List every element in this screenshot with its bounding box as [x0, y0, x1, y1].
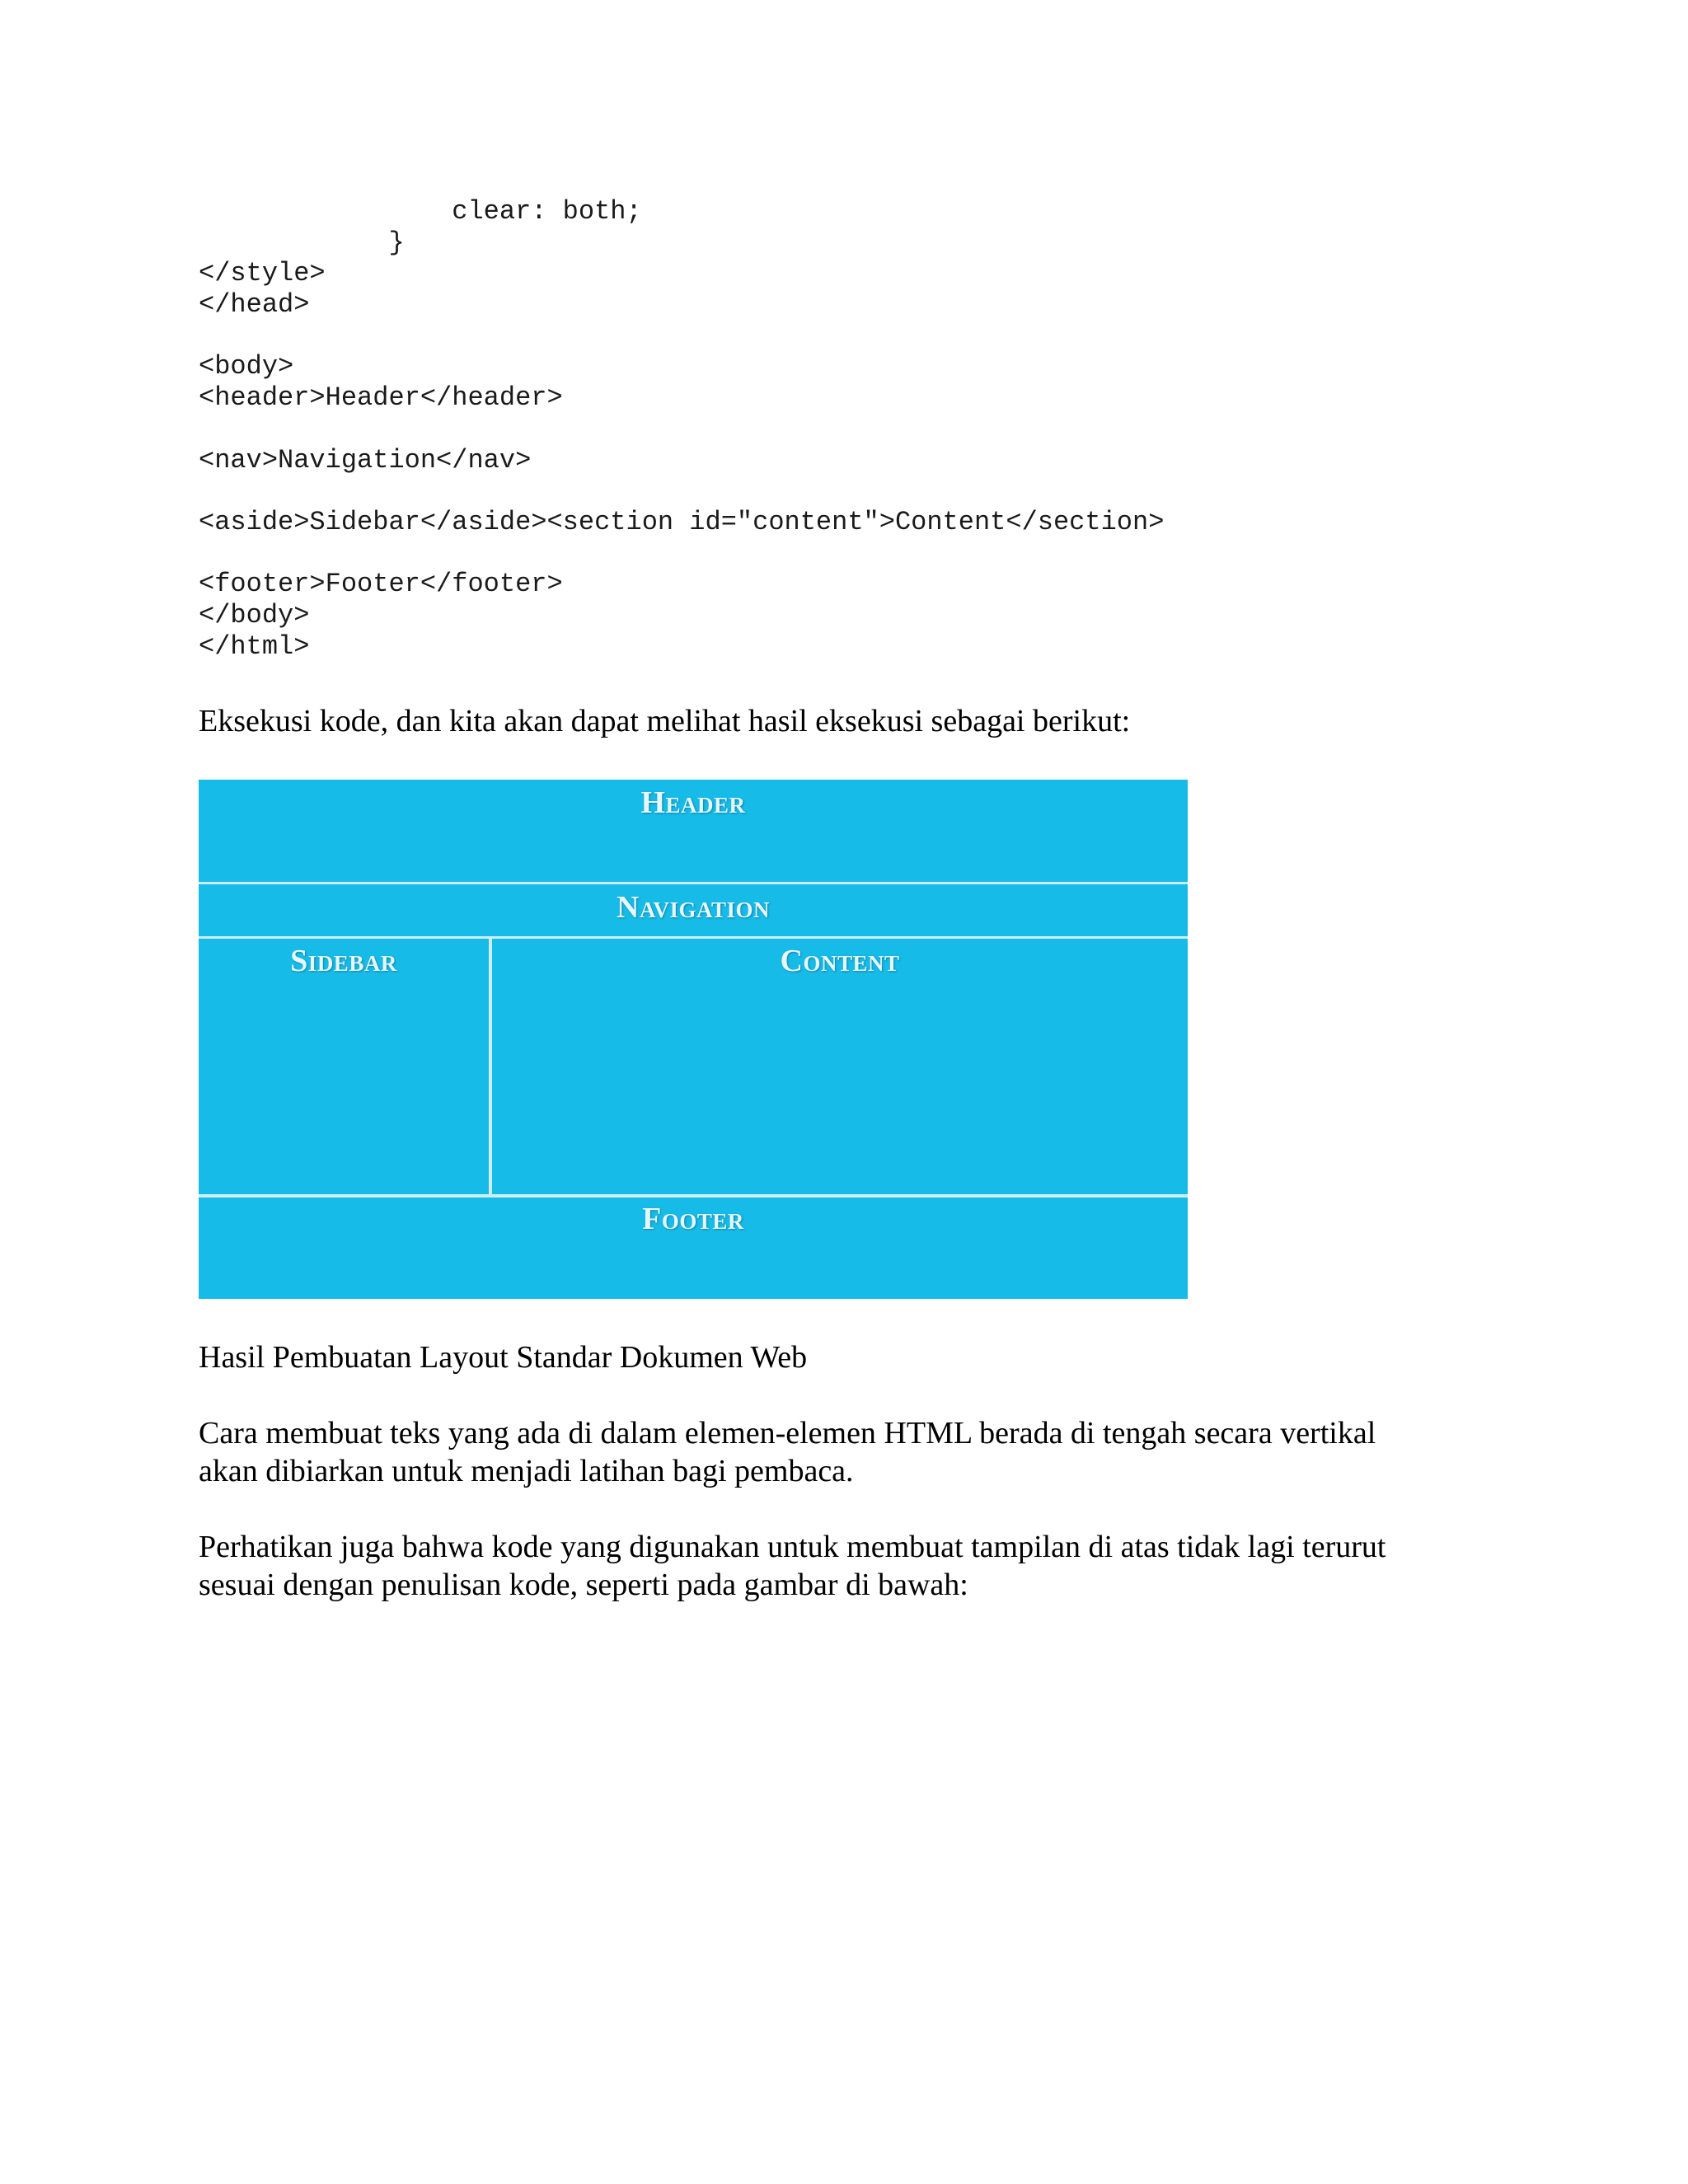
code-listing: [199, 196, 1164, 662]
code-line-blank: [199, 321, 1164, 352]
code-line: <body>: [199, 351, 294, 382]
demo-navigation-box: [199, 885, 1188, 936]
intro-paragraph: Eksekusi kode, dan kita akan dapat melihat hasil eksekusi sebagai berikut:: [199, 704, 1131, 738]
code-line: <aside>Sidebar</aside><section id="content">Content</section>: [199, 506, 1165, 537]
code-line: </style>: [199, 258, 326, 289]
code-line: clear: both;: [199, 196, 642, 227]
code-line-blank: [199, 414, 1164, 445]
code-line: </html>: [199, 630, 310, 662]
code-line: <footer>Footer</footer>: [199, 569, 563, 600]
paragraph-line: akan dibiarkan untuk menjadi latihan bagi pembaca.: [199, 1454, 854, 1488]
code-line-blank: [199, 476, 1164, 507]
paragraph-line: Perhatikan juga bahwa kode yang digunakan untuk membuat tampilan di atas tidak lagi terurut: [199, 1530, 1386, 1564]
paragraph-line: Cara membuat teks yang ada di dalam elemen-elemen HTML berada di tengah secara vertikal: [199, 1416, 1376, 1451]
demo-sidebar-box: [199, 939, 489, 1194]
code-line: </body>: [199, 599, 310, 630]
demo-content-box: [492, 939, 1188, 1194]
code-line: <header>Header</header>: [199, 382, 563, 414]
demo-footer-label: Footer: [642, 1202, 744, 1236]
code-line: <nav>Navigation</nav>: [199, 444, 532, 476]
demo-navigation-label: Navigation: [617, 890, 770, 925]
demo-footer-box: [199, 1197, 1188, 1299]
demo-header-label: Header: [640, 785, 746, 820]
code-line: }: [199, 227, 405, 258]
paragraph-line: sesuai dengan penulisan kode, seperti pada gambar di bawah:: [199, 1568, 968, 1602]
layout-result-figure: [199, 780, 1188, 1299]
code-line: </head>: [199, 289, 310, 321]
demo-content-label: Content: [780, 944, 900, 978]
figure-caption: Hasil Pembuatan Layout Standar Dokumen Web: [199, 1340, 808, 1375]
demo-sidebar-label: Sidebar: [290, 944, 397, 978]
code-line-blank: [199, 538, 1164, 569]
demo-header-box: [199, 780, 1188, 882]
demo-divider: [199, 882, 1188, 884]
